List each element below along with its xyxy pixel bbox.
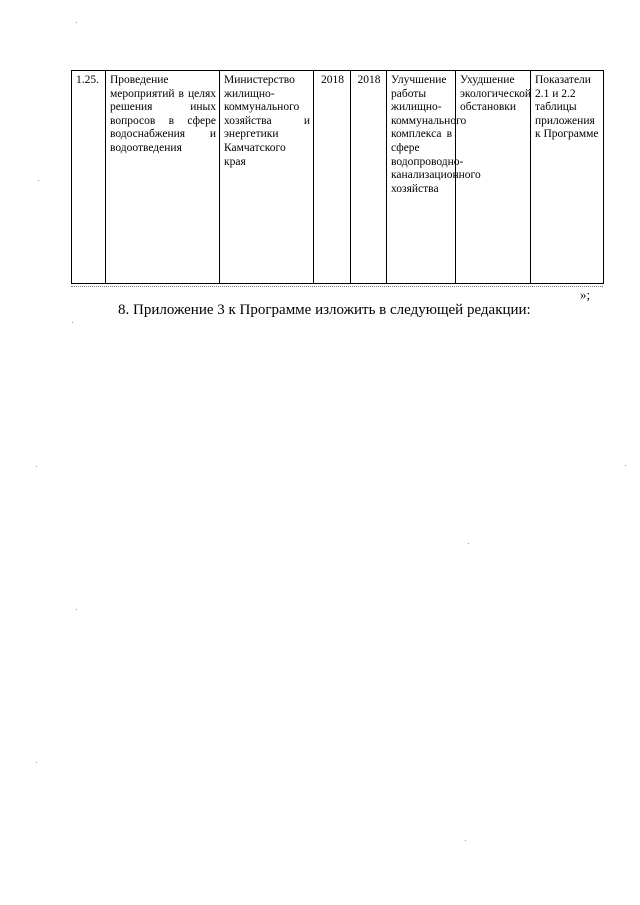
scan-speck: [36, 466, 37, 467]
table-row: [72, 71, 604, 284]
scan-speck: [76, 22, 77, 23]
end-year-cell: 2018: [351, 71, 387, 284]
amendment-paragraph: 8. Приложение 3 к Программе изложить в следующей редакции:: [118, 302, 531, 318]
program-activities-table: [71, 70, 604, 284]
activity-cell: Проведение мероприятий в целях решения иных вопросов в сфере водоснабжения и водоотведения: [106, 71, 220, 284]
scan-speck: [76, 609, 77, 610]
closing-quote-mark: »;: [580, 287, 591, 302]
scan-speck: [36, 762, 37, 763]
indicators-cell: Показатели 2.1 и 2.2 таблицы приложения к Программе: [531, 71, 604, 284]
scan-speck: [72, 322, 73, 323]
consequences-cell: Ухудшение экологической обстановки: [456, 71, 531, 284]
expected-result-cell: Улучшение работы жилищно-коммунального комплекса в сфере водопроводно-канализационного хозяйства: [387, 71, 456, 284]
executor-cell: Министерство жилищно-коммунального хозяйства и энергетики Камчатского края: [220, 71, 314, 284]
start-year-cell: 2018: [314, 71, 351, 284]
scan-speck: [625, 465, 626, 466]
scan-speck: [468, 543, 469, 544]
table-bottom-rule: [71, 286, 603, 287]
scan-speck: [465, 840, 466, 841]
scan-speck: [38, 180, 39, 181]
row-number-cell: 1.25.: [72, 71, 106, 284]
